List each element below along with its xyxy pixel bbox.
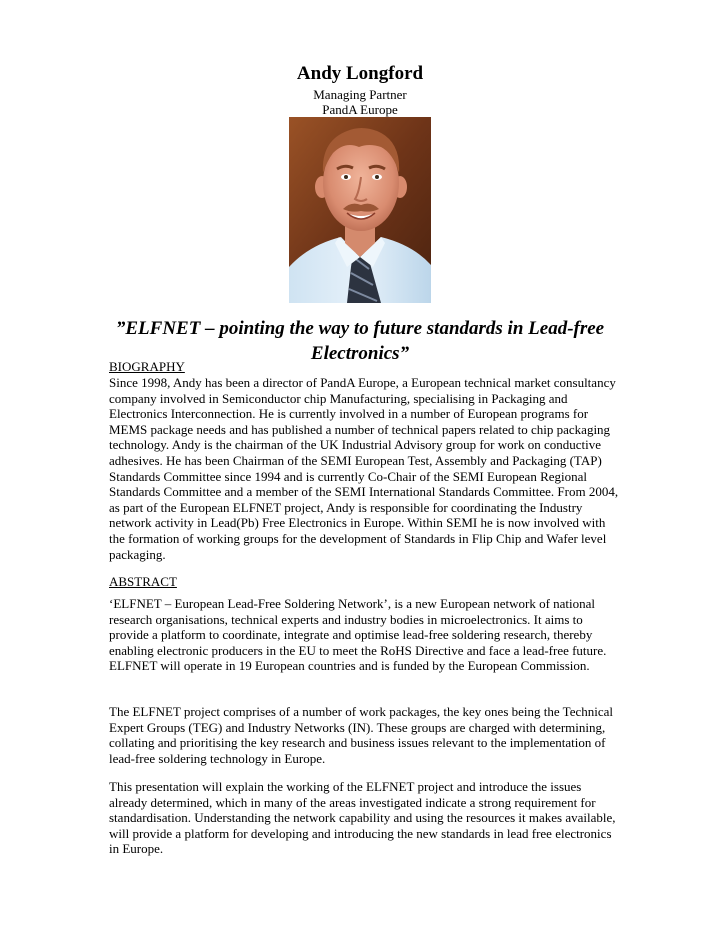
abstract-paragraph-1: ‘ELFNET – European Lead-Free Soldering Network’, is a new European network of national research organisations, technical experts and industry bodies in microelectronics. It aims to provide a platform to coordinate, integrate and optimise lead-free soldering research, thereby enabling electronic producers in the EU to meet the RoHS Directive and face a lead-free future. ELFNET will operate in 19 European countries and is funded by the European Commission. [109, 596, 607, 674]
speaker-name: Andy Longford [296, 63, 424, 84]
speaker-role: Managing Partner [313, 87, 407, 102]
speaker-company: PandA Europe [322, 102, 398, 117]
presentation-title: ”ELFNET – pointing the way to future standards in Lead-free Electronics” [115, 318, 605, 364]
abstract-paragraph-3: This presentation will explain the working of the ELFNET project and introduce the issues already determined, which in many of the areas investigated indicate a strong requirement for standardisation. Understanding the network capability and using the resources it makes available, will provide a platform for developing and introducing the new standards in lead free electronics in Europe. [109, 779, 616, 857]
biography-heading: BIOGRAPHY [109, 359, 185, 374]
portrait-image [289, 117, 431, 303]
abstract-heading: ABSTRACT [109, 574, 177, 589]
biography-text: Since 1998, Andy has been a director of PandA Europe, a European technical market consultancy company involved in Semiconductor chip Manufacturing, specialising in Packaging and Electronics Interconnection. He is currently involved in a number of European programs for MEMS package needs and has published a number of technical papers related to chip packaging technology. Andy is the chairman of the UK Industrial Advisory group for work on conductive adhesives. He has been Chairman of the SEMI European Test, Assembly and Packaging (TAP) Standards Committee since 1994 and is currently Co-Chair of the SEMI European Regional Standards Committee and a member of the SEMI International Standards Committee. From 2004, as part of the European ELFNET project, Andy is responsible for coordinating the Industry network activity in Lead(Pb) Free Electronics in Europe. Within SEMI he is now involved with the formation of working groups for the development of Standards in Flip Chip and Wafer level packaging. [109, 375, 619, 562]
abstract-paragraph-2: The ELFNET project comprises of a number of work packages, the key ones being the Technical Expert Groups (TEG) and Industry Networks (IN). These groups are charged with determining, collating and prioritising the key research and business issues relevant to the implementation of lead-free soldering technology in Europe. [109, 704, 614, 766]
speaker-photo [289, 117, 431, 303]
